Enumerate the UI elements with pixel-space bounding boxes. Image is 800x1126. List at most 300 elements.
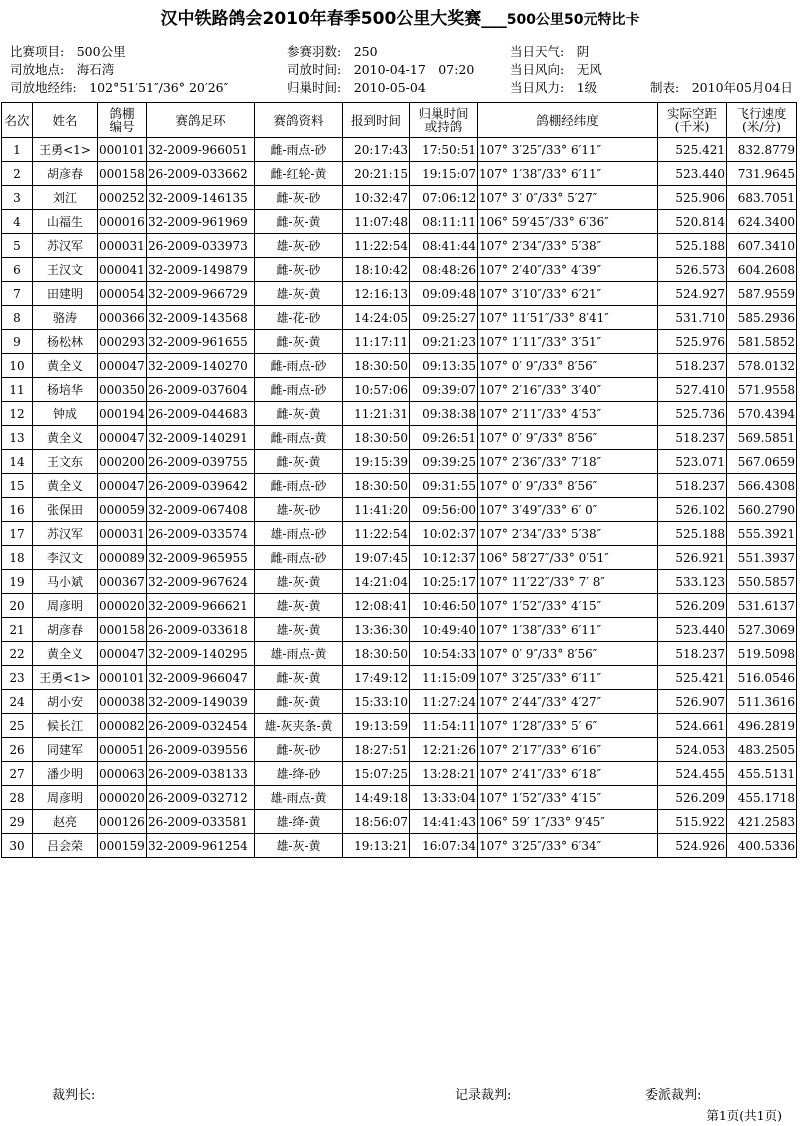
table-cell: 09:13:35 (410, 354, 478, 378)
title-main: 汉中铁路鸽会2010年春季500公里大奖赛___ (160, 9, 507, 29)
table-cell: 26-2009-037604 (147, 378, 255, 402)
table-cell: 王勇<1> (33, 666, 98, 690)
table-cell: 胡彦春 (33, 618, 98, 642)
table-cell: 雄-花-砂 (255, 306, 343, 330)
table-row (2, 210, 797, 234)
table-cell: 32-2009-146135 (147, 186, 255, 210)
table-cell: 30 (2, 834, 33, 858)
table-body (2, 138, 797, 858)
table-cell: 5 (2, 234, 33, 258)
table-row (2, 402, 797, 426)
table-row (2, 282, 797, 306)
table-cell: 000047 (98, 642, 147, 666)
table-cell: 19:15:07 (410, 162, 478, 186)
table-cell: 483.2505 (727, 738, 797, 762)
table-cell: 000101 (98, 666, 147, 690)
table-cell: 107° 1′52″/33° 4′15″ (478, 594, 658, 618)
table-cell: 524.455 (658, 762, 727, 786)
table-cell: 14:21:04 (343, 570, 410, 594)
table-cell: 000031 (98, 522, 147, 546)
table-cell: 107° 1′38″/33° 6′11″ (478, 618, 658, 642)
table-cell: 000059 (98, 498, 147, 522)
table-cell: 张保田 (33, 498, 98, 522)
table-cell: 107° 2′16″/33° 3′40″ (478, 378, 658, 402)
table-cell: 524.927 (658, 282, 727, 306)
table-cell: 107° 1′52″/33° 4′15″ (478, 786, 658, 810)
table-cell: 550.5857 (727, 570, 797, 594)
table-cell: 107° 2′11″/33° 4′53″ (478, 402, 658, 426)
table-cell: 26-2009-033973 (147, 234, 255, 258)
table-cell: 32-2009-966047 (147, 666, 255, 690)
column-header: 鸽棚经纬度 (478, 103, 658, 138)
table-cell: 520.814 (658, 210, 727, 234)
table-cell: 雌-灰-黄 (255, 666, 343, 690)
table-cell: 516.0546 (727, 666, 797, 690)
table-cell: 14:49:18 (343, 786, 410, 810)
table-cell: 000063 (98, 762, 147, 786)
table-row (2, 618, 797, 642)
table-row (2, 570, 797, 594)
info-release-coords: 司放地经纬: 102°51′51″/36° 20′26″ (10, 80, 229, 95)
table-cell: 10:12:37 (410, 546, 478, 570)
info-wind-force: 当日风力: 1级 (510, 80, 598, 95)
table-cell: 18 (2, 546, 33, 570)
table-cell: 000047 (98, 426, 147, 450)
table-row (2, 330, 797, 354)
table-row (2, 546, 797, 570)
table-cell: 雌-灰-黄 (255, 210, 343, 234)
table-cell: 523.440 (658, 618, 727, 642)
table-cell: 32-2009-961655 (147, 330, 255, 354)
table-cell: 杨松林 (33, 330, 98, 354)
info-row-2 (10, 60, 800, 78)
table-cell: 12:08:41 (343, 594, 410, 618)
title-sub: 500公里50元特比卡 (506, 12, 640, 28)
table-cell: 526.573 (658, 258, 727, 282)
table-cell: 107° 0′ 9″/33° 8′56″ (478, 474, 658, 498)
table-cell: 525.421 (658, 666, 727, 690)
table-cell: 569.5851 (727, 426, 797, 450)
table-cell: 黄全义 (33, 474, 98, 498)
table-row (2, 786, 797, 810)
table-cell: 14 (2, 450, 33, 474)
table-cell: 苏汉军 (33, 234, 98, 258)
table-cell: 624.3400 (727, 210, 797, 234)
table-cell: 2 (2, 162, 33, 186)
table-cell: 000200 (98, 450, 147, 474)
table-cell: 11:21:31 (343, 402, 410, 426)
table-cell: 518.237 (658, 474, 727, 498)
table-cell: 10 (2, 354, 33, 378)
table-cell: 566.4308 (727, 474, 797, 498)
table-cell: 11:22:54 (343, 234, 410, 258)
table-cell: 18:27:51 (343, 738, 410, 762)
table-cell: 26-2009-032454 (147, 714, 255, 738)
table-row (2, 426, 797, 450)
table-cell: 000159 (98, 834, 147, 858)
table-cell: 525.976 (658, 330, 727, 354)
table-cell: 26-2009-033581 (147, 810, 255, 834)
table-cell: 731.9645 (727, 162, 797, 186)
table-cell: 570.4394 (727, 402, 797, 426)
table-cell: 雄-雨点-砂 (255, 522, 343, 546)
table-cell: 455.1718 (727, 786, 797, 810)
table-cell: 09:21:23 (410, 330, 478, 354)
table-cell: 107° 2′34″/33° 5′38″ (478, 522, 658, 546)
table-cell: 雌-雨点-砂 (255, 474, 343, 498)
table-cell: 107° 1′11″/33° 3′51″ (478, 330, 658, 354)
table-cell: 523.071 (658, 450, 727, 474)
table-cell: 000252 (98, 186, 147, 210)
info-row-3 (10, 78, 800, 96)
table-cell: 107° 0′ 9″/33° 8′56″ (478, 642, 658, 666)
table-row (2, 762, 797, 786)
table-cell: 27 (2, 762, 33, 786)
table-cell: 32-2009-149879 (147, 258, 255, 282)
table-cell: 607.3410 (727, 234, 797, 258)
table-cell: 518.237 (658, 426, 727, 450)
table-cell: 09:26:51 (410, 426, 478, 450)
table-cell: 雄-灰-黄 (255, 570, 343, 594)
table-cell: 11:17:11 (343, 330, 410, 354)
table-row (2, 810, 797, 834)
table-cell: 581.5852 (727, 330, 797, 354)
table-cell: 雄-灰-黄 (255, 618, 343, 642)
table-cell: 518.237 (658, 642, 727, 666)
table-cell: 王文东 (33, 450, 98, 474)
table-cell: 10:49:40 (410, 618, 478, 642)
table-cell: 12:21:26 (410, 738, 478, 762)
table-cell: 32-2009-966729 (147, 282, 255, 306)
table-cell: 雄-灰-砂 (255, 234, 343, 258)
table-cell: 106° 59′45″/33° 6′36″ (478, 210, 658, 234)
table-cell: 李汉文 (33, 546, 98, 570)
table-cell: 钟成 (33, 402, 98, 426)
table-cell: 10:57:06 (343, 378, 410, 402)
column-header: 实际空距 (千米) (658, 103, 727, 138)
table-cell: 531.710 (658, 306, 727, 330)
table-cell: 11:15:09 (410, 666, 478, 690)
table-cell: 32-2009-140295 (147, 642, 255, 666)
table-row (2, 138, 797, 162)
table-cell: 533.123 (658, 570, 727, 594)
table-cell: 雌-雨点-砂 (255, 378, 343, 402)
table-cell: 王勇<1> (33, 138, 98, 162)
table-cell: 16:07:34 (410, 834, 478, 858)
column-header: 飞行速度 (米/分) (727, 103, 797, 138)
table-row (2, 450, 797, 474)
table-row (2, 666, 797, 690)
table-cell: 18:56:07 (343, 810, 410, 834)
table-cell: 18:30:50 (343, 354, 410, 378)
table-row (2, 690, 797, 714)
table-cell: 24 (2, 690, 33, 714)
table-cell: 雄-灰夹条-黄 (255, 714, 343, 738)
table-cell: 12 (2, 402, 33, 426)
table-cell: 000366 (98, 306, 147, 330)
table-row (2, 522, 797, 546)
table-cell: 26-2009-033618 (147, 618, 255, 642)
table-row (2, 378, 797, 402)
table-cell: 32-2009-961254 (147, 834, 255, 858)
table-cell: 18:30:50 (343, 426, 410, 450)
table-cell: 19:15:39 (343, 450, 410, 474)
table-cell: 000082 (98, 714, 147, 738)
table-cell: 11:41:20 (343, 498, 410, 522)
table-cell: 587.9559 (727, 282, 797, 306)
table-cell: 421.2583 (727, 810, 797, 834)
table-row (2, 834, 797, 858)
table-cell: 107° 3′49″/33° 6′ 0″ (478, 498, 658, 522)
table-cell: 107° 1′38″/33° 6′11″ (478, 162, 658, 186)
table-cell: 26-2009-039642 (147, 474, 255, 498)
table-cell: 26-2009-039755 (147, 450, 255, 474)
table-cell: 胡彦春 (33, 162, 98, 186)
table-cell: 26-2009-033662 (147, 162, 255, 186)
column-header: 鸽棚 编号 (98, 103, 147, 138)
info-return-date: 归巢时间: 2010-05-04 (287, 80, 426, 95)
table-cell: 26 (2, 738, 33, 762)
table-cell: 32-2009-966051 (147, 138, 255, 162)
table-cell: 107° 0′ 9″/33° 8′56″ (478, 354, 658, 378)
table-cell: 吕会荣 (33, 834, 98, 858)
table-cell: 马小斌 (33, 570, 98, 594)
table-cell: 107° 0′ 9″/33° 8′56″ (478, 426, 658, 450)
table-cell: 11:22:54 (343, 522, 410, 546)
table-cell: 刘江 (33, 186, 98, 210)
table-cell: 3 (2, 186, 33, 210)
table-cell: 16 (2, 498, 33, 522)
table-cell: 107° 3′25″/33° 6′11″ (478, 666, 658, 690)
table-cell: 10:46:50 (410, 594, 478, 618)
info-row-1 (10, 42, 800, 60)
table-cell: 15:07:25 (343, 762, 410, 786)
judge-chief-label: 裁判长: (52, 1088, 96, 1103)
table-cell: 13:36:30 (343, 618, 410, 642)
table-cell: 000194 (98, 402, 147, 426)
table-cell: 32-2009-961969 (147, 210, 255, 234)
info-weather: 当日天气: 阴 (510, 44, 590, 59)
table-cell: 田建明 (33, 282, 98, 306)
table-cell: 1 (2, 138, 33, 162)
results-table (1, 102, 797, 858)
table-cell: 515.922 (658, 810, 727, 834)
table-cell: 杨培华 (33, 378, 98, 402)
table-cell: 000126 (98, 810, 147, 834)
table-row (2, 642, 797, 666)
table-cell: 000031 (98, 234, 147, 258)
appointed-judge-label: 委派裁判: (645, 1088, 702, 1103)
table-cell: 15:33:10 (343, 690, 410, 714)
table-cell: 527.410 (658, 378, 727, 402)
table-cell: 7 (2, 282, 33, 306)
table-cell: 雌-灰-黄 (255, 690, 343, 714)
table-cell: 525.188 (658, 234, 727, 258)
table-cell: 000041 (98, 258, 147, 282)
table-cell: 525.736 (658, 402, 727, 426)
table-cell: 13 (2, 426, 33, 450)
table-cell: 15 (2, 474, 33, 498)
table-cell: 王汉文 (33, 258, 98, 282)
table-cell: 同建军 (33, 738, 98, 762)
table-cell: 雄-灰-黄 (255, 282, 343, 306)
table-cell: 000051 (98, 738, 147, 762)
table-cell: 000054 (98, 282, 147, 306)
table-cell: 107° 2′36″/33° 7′18″ (478, 450, 658, 474)
table-cell: 08:11:11 (410, 210, 478, 234)
table-cell: 26-2009-033574 (147, 522, 255, 546)
table-cell: 525.906 (658, 186, 727, 210)
table-cell: 107° 3′25″/33° 6′34″ (478, 834, 658, 858)
table-row (2, 714, 797, 738)
table-cell: 26-2009-044683 (147, 402, 255, 426)
table-cell: 19:07:45 (343, 546, 410, 570)
info-event: 比赛项目: 500公里 (10, 44, 126, 59)
table-row (2, 306, 797, 330)
table-cell: 524.053 (658, 738, 727, 762)
table-cell: 苏汉军 (33, 522, 98, 546)
table-cell: 11:07:48 (343, 210, 410, 234)
table-cell: 000367 (98, 570, 147, 594)
column-header: 姓名 (33, 103, 98, 138)
column-header: 名次 (2, 103, 33, 138)
table-cell: 胡小安 (33, 690, 98, 714)
table-cell: 107° 3′25″/33° 6′11″ (478, 138, 658, 162)
table-cell: 107° 2′34″/33° 5′38″ (478, 234, 658, 258)
table-cell: 21 (2, 618, 33, 642)
table-cell: 17:49:12 (343, 666, 410, 690)
table-cell: 28 (2, 786, 33, 810)
table-cell: 526.102 (658, 498, 727, 522)
table-cell: 骆涛 (33, 306, 98, 330)
table-cell: 106° 59′ 1″/33° 9′45″ (478, 810, 658, 834)
info-wind-direction: 当日风向: 无风 (510, 62, 602, 77)
table-cell: 519.5098 (727, 642, 797, 666)
column-header: 报到时间 (343, 103, 410, 138)
table-cell: 32-2009-140291 (147, 426, 255, 450)
table-cell: 26-2009-039556 (147, 738, 255, 762)
table-cell: 20:21:15 (343, 162, 410, 186)
table-cell: 000089 (98, 546, 147, 570)
table-cell: 17 (2, 522, 33, 546)
info-release-site: 司放地点: 海石湾 (10, 62, 115, 77)
table-cell: 20 (2, 594, 33, 618)
table-cell: 000016 (98, 210, 147, 234)
table-cell: 雌-雨点-砂 (255, 138, 343, 162)
table-cell: 雄-绛-砂 (255, 762, 343, 786)
table-cell: 000101 (98, 138, 147, 162)
table-cell: 雌-灰-砂 (255, 258, 343, 282)
table-cell: 000158 (98, 618, 147, 642)
table-cell: 雌-灰-黄 (255, 402, 343, 426)
table-cell: 571.9558 (727, 378, 797, 402)
table-cell: 09:25:27 (410, 306, 478, 330)
table-cell: 09:09:48 (410, 282, 478, 306)
table-cell: 08:48:26 (410, 258, 478, 282)
table-cell: 107° 11′22″/33° 7′ 8″ (478, 570, 658, 594)
table-cell: 10:32:47 (343, 186, 410, 210)
table-cell: 雄-雨点-黄 (255, 786, 343, 810)
table-cell: 578.0132 (727, 354, 797, 378)
table-cell: 32-2009-149039 (147, 690, 255, 714)
table-cell: 潘少明 (33, 762, 98, 786)
table-cell: 32-2009-067408 (147, 498, 255, 522)
column-header: 赛鸽足环 (147, 103, 255, 138)
table-cell: 000293 (98, 330, 147, 354)
table-cell: 20:17:43 (343, 138, 410, 162)
table-cell: 雄-灰-黄 (255, 834, 343, 858)
table-row (2, 498, 797, 522)
table-cell: 585.2936 (727, 306, 797, 330)
table-cell: 09:39:07 (410, 378, 478, 402)
table-cell: 25 (2, 714, 33, 738)
table-cell: 555.3921 (727, 522, 797, 546)
table-cell: 107° 1′28″/33° 5′ 6″ (478, 714, 658, 738)
table-cell: 455.5131 (727, 762, 797, 786)
table-cell: 23 (2, 666, 33, 690)
table-cell: 18:10:42 (343, 258, 410, 282)
table-cell: 523.440 (658, 162, 727, 186)
table-cell: 22 (2, 642, 33, 666)
table-cell: 雌-雨点-砂 (255, 354, 343, 378)
table-cell: 周彦明 (33, 594, 98, 618)
table-cell: 400.5336 (727, 834, 797, 858)
table-cell: 14:24:05 (343, 306, 410, 330)
table-cell: 32-2009-966621 (147, 594, 255, 618)
table-cell: 10:02:37 (410, 522, 478, 546)
table-cell: 11:54:11 (410, 714, 478, 738)
page-number: 第1页(共1页) (706, 1108, 782, 1123)
table-cell: 07:06:12 (410, 186, 478, 210)
table-cell: 雄-雨点-黄 (255, 642, 343, 666)
table-row (2, 738, 797, 762)
table-cell: 107° 2′41″/33° 6′18″ (478, 762, 658, 786)
table-cell: 雄-灰-砂 (255, 498, 343, 522)
table-cell: 08:41:44 (410, 234, 478, 258)
table-cell: 13:33:04 (410, 786, 478, 810)
table-cell: 赵亮 (33, 810, 98, 834)
table-cell: 524.926 (658, 834, 727, 858)
table-cell: 000047 (98, 474, 147, 498)
table-cell: 黄全义 (33, 426, 98, 450)
table-cell: 18:30:50 (343, 474, 410, 498)
table-cell: 雌-雨点-砂 (255, 546, 343, 570)
table-cell: 107° 11′51″/33° 8′41″ (478, 306, 658, 330)
table-cell: 4 (2, 210, 33, 234)
table-cell: 雌-灰-砂 (255, 186, 343, 210)
table-row (2, 162, 797, 186)
table-row (2, 234, 797, 258)
table-cell: 黄全义 (33, 642, 98, 666)
table-cell: 32-2009-143568 (147, 306, 255, 330)
table-cell: 000038 (98, 690, 147, 714)
table-cell: 518.237 (658, 354, 727, 378)
info-entries: 参赛羽数: 250 (287, 44, 378, 59)
table-cell: 周彦明 (33, 786, 98, 810)
table-cell: 000020 (98, 786, 147, 810)
table-cell: 551.3937 (727, 546, 797, 570)
table-cell: 19:13:59 (343, 714, 410, 738)
table-cell: 526.209 (658, 594, 727, 618)
table-cell: 107° 2′40″/33° 4′39″ (478, 258, 658, 282)
column-header: 归巢时间 或持鸽 (410, 103, 478, 138)
table-cell: 000047 (98, 354, 147, 378)
column-header: 赛鸽资料 (255, 103, 343, 138)
recorder-label: 记录裁判: (455, 1088, 512, 1103)
table-cell: 683.7051 (727, 186, 797, 210)
table-row (2, 594, 797, 618)
table-cell: 496.2819 (727, 714, 797, 738)
